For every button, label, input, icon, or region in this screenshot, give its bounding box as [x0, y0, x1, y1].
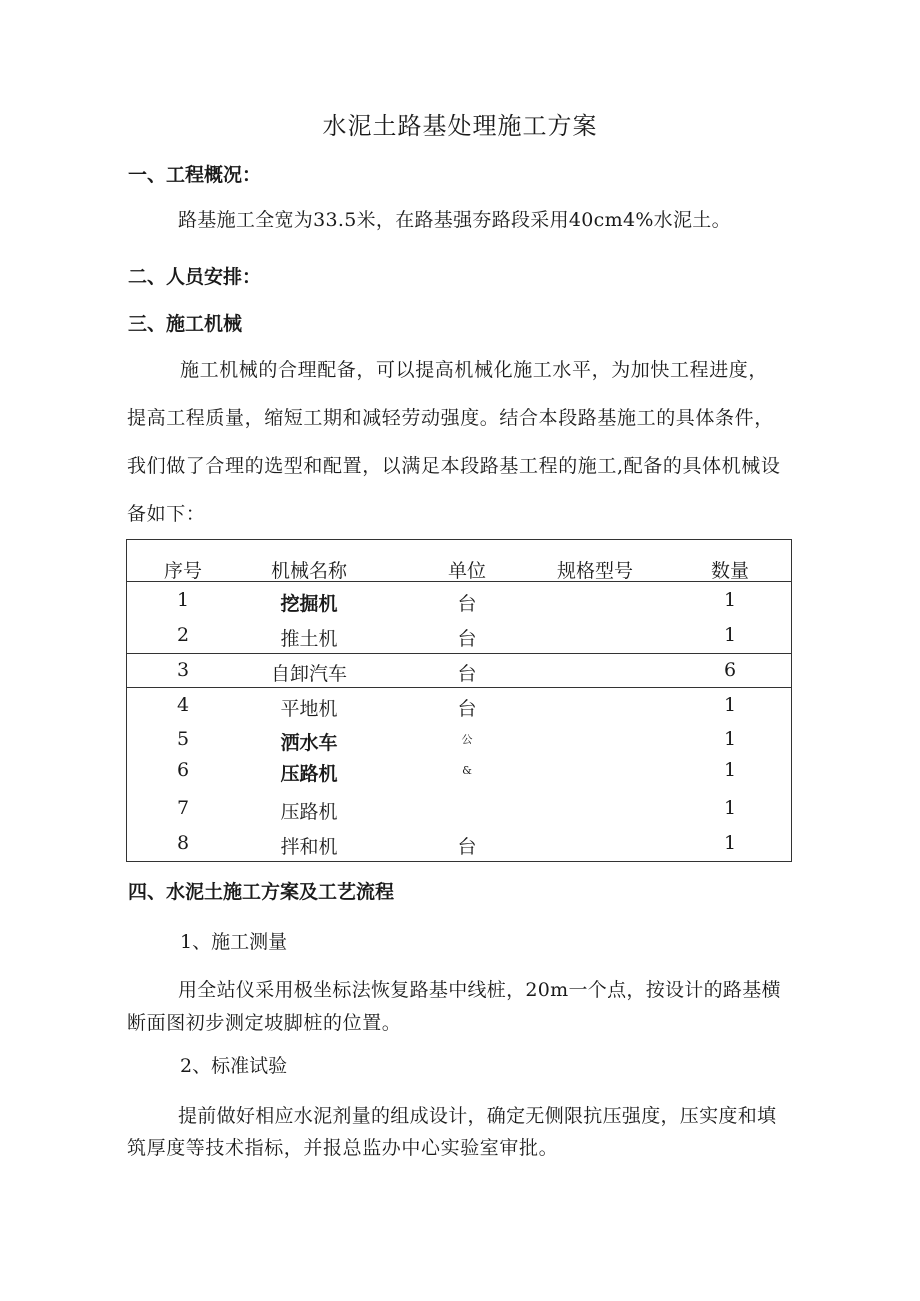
row-number: 5 — [176, 728, 190, 750]
machine-name: 挖掘机 — [280, 593, 338, 615]
section-4-paragraph-line: 断面图初步测定坡脚桩的位置。 — [127, 1012, 402, 1034]
section-4-paragraph-line: 用全站仪采用极坐标法恢复路基中线桩，20m一个点，按设计的路基横 — [178, 979, 781, 1001]
table-header-cell: 单位 — [447, 560, 486, 582]
machine-quantity: 1 — [723, 624, 737, 646]
machine-quantity: 1 — [723, 759, 737, 781]
machine-name: 拌和机 — [280, 836, 338, 858]
section-3-paragraph-line: 施工机械的合理配备，可以提高机械化施工水平，为加快工程进度， — [180, 359, 769, 381]
section-3-paragraph-line: 提高工程质量，缩短工期和减轻劳动强度。结合本段路基施工的具体条件， — [127, 407, 774, 429]
page-title: 水泥土路基处理施工方案 — [322, 112, 598, 140]
machine-name: 压路机 — [280, 763, 338, 785]
machine-name: 自卸汽车 — [270, 663, 347, 685]
machine-unit: 公 — [461, 733, 473, 746]
row-number: 2 — [176, 624, 190, 646]
machine-quantity: 1 — [723, 797, 737, 819]
machine-unit: 台 — [457, 663, 477, 685]
machine-unit: 台 — [457, 698, 477, 720]
machine-quantity: 1 — [723, 728, 737, 750]
machine-quantity: 1 — [723, 832, 737, 854]
section-1-text: 路基施工全宽为33.5米，在路基强夯路段采用40cm4%水泥土。 — [178, 209, 731, 231]
row-number: 8 — [176, 832, 190, 854]
row-number: 4 — [176, 694, 190, 716]
machine-unit: 台 — [457, 628, 477, 650]
table-header-cell: 数量 — [710, 560, 749, 582]
machine-unit: 台 — [457, 593, 477, 615]
table-divider — [126, 653, 792, 654]
machine-name: 洒水车 — [280, 732, 338, 754]
table-header-cell: 规格型号 — [556, 560, 633, 582]
machine-unit: 台 — [457, 836, 477, 858]
row-number: 7 — [176, 797, 190, 819]
section-4-paragraph-line: 提前做好相应水泥剂量的组成设计，确定无侧限抗压强度，压实度和填 — [178, 1105, 777, 1127]
section-4-subheading: 1、施工测量 — [180, 931, 288, 953]
row-number: 6 — [176, 759, 190, 781]
table-divider — [126, 687, 792, 688]
row-number: 3 — [176, 659, 190, 681]
section-3-paragraph-line: 我们做了合理的选型和配置，以满足本段路基工程的施工,配备的具体机械设 — [127, 455, 781, 477]
section-4-heading: 四、水泥土施工方案及工艺流程 — [128, 881, 395, 903]
row-number: 1 — [176, 589, 190, 611]
machine-name: 平地机 — [280, 698, 338, 720]
table-header-cell: 序号 — [163, 560, 202, 582]
section-3-heading: 三、施工机械 — [128, 313, 243, 335]
table-header-cell: 机械名称 — [270, 560, 347, 582]
machine-quantity: 6 — [723, 659, 737, 681]
section-2-heading: 二、人员安排： — [128, 266, 262, 288]
machine-name: 压路机 — [280, 801, 338, 823]
section-4-subheading: 2、标准试验 — [180, 1055, 288, 1077]
machine-quantity: 1 — [723, 694, 737, 716]
machine-name: 推土机 — [280, 628, 338, 650]
machine-quantity: 1 — [723, 589, 737, 611]
machine-unit: & — [462, 764, 472, 777]
section-4-paragraph-line: 筑厚度等技术指标，并报总监办中心实验室审批。 — [127, 1137, 559, 1159]
section-3-paragraph-line: 备如下： — [127, 503, 206, 525]
section-1-heading: 一、工程概况： — [128, 164, 262, 186]
